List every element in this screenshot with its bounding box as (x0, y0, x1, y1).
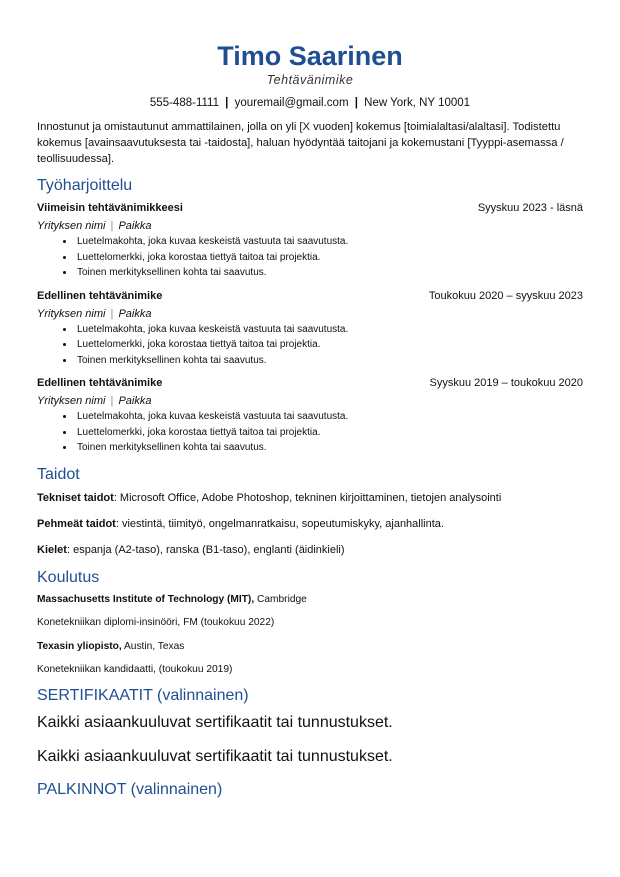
skill-label: Pehmeät taidot (37, 517, 116, 530)
person-name: Timo Saarinen (217, 41, 403, 71)
company-separator: | (110, 395, 114, 407)
education-degree: Konetekniikan diplomi-insinööri, FM (toukokuu 2022) (37, 616, 275, 628)
certificate-line: Kaikki asiaankuuluvat sertifikaatit tai tunnustukset. (37, 713, 393, 731)
phone: 555-488-1111 (149, 97, 219, 109)
company-line (37, 218, 583, 234)
job-entry-title: Edellinen tehtävänimike (37, 377, 163, 389)
education-heading: Koulutus (37, 568, 100, 586)
skill-label: Kielet (37, 543, 67, 556)
job-entry (37, 376, 583, 456)
job-entry (37, 289, 583, 369)
list-item: • Luettelomerkki, joka korostaa tiettyä taitoa tai projektia. (75, 425, 583, 441)
skills-heading: Taidot (37, 465, 80, 483)
skill-value: : Microsoft Office, Adobe Photoshop, tekninen kirjoittaminen, tietojen analysointi (113, 491, 502, 504)
awards-heading: PALKINNOT (valinnainen) (37, 780, 223, 798)
skill-line (37, 491, 583, 505)
contact-line (37, 97, 583, 109)
company-separator: | (110, 220, 114, 232)
job-title: Tehtävänimike (266, 73, 354, 87)
company-place: Paikka (118, 395, 152, 407)
company-line (37, 393, 583, 409)
list-item: • Luettelomerkki, joka korostaa tiettyä taitoa tai projektia. (75, 250, 583, 266)
company-name: Yrityksen nimi (37, 220, 106, 232)
list-item: • Toinen merkityksellinen kohta tai saavutus. (75, 265, 583, 281)
job-bullets (37, 409, 583, 456)
job-entry-dates: Toukokuu 2020 – syyskuu 2023 (428, 289, 583, 302)
job-entry-title: Viimeisin tehtävänimikkeesi (37, 202, 183, 214)
job-entry-dates: Syyskuu 2023 - läsnä (477, 202, 583, 214)
skill-line (37, 543, 583, 557)
certificates-heading: SERTIFIKAATIT (valinnainen) (37, 686, 249, 704)
school-name: Texasin yliopisto, (37, 640, 122, 652)
list-item: • Luettelomerkki, joka korostaa tiettyä taitoa tai projektia. (75, 337, 583, 353)
job-bullets (37, 322, 583, 369)
experience-heading: Työharjoittelu (37, 177, 133, 194)
job-entry (37, 201, 583, 281)
skill-value: : espanja (A2-taso), ranska (B1-taso), englanti (äidinkieli) (66, 543, 345, 556)
education-school (37, 593, 583, 607)
list-item: • Luetelmakohta, joka kuvaa keskeistä vastuuta tai saavutusta. (75, 409, 583, 425)
education-degree: Konetekniikan kandidaatti, (toukokuu 2019) (37, 663, 233, 675)
company-place: Paikka (118, 307, 152, 320)
location: New York, NY 10001 (364, 97, 471, 109)
certificate-line: Kaikki asiaankuuluvat sertifikaatit tai tunnustukset. (37, 747, 393, 765)
skill-value: : viestintä, tiimityö, ongelmanratkaisu, sopeutumiskyky, ajanhallinta. (115, 517, 444, 530)
school-name: Massachusetts Institute of Technology (MIT), (37, 593, 255, 605)
skill-label: Tekniset taidot (37, 491, 114, 504)
education-school (37, 640, 583, 654)
job-entry-title: Edellinen tehtävänimike (37, 289, 163, 302)
list-item: • Luetelmakohta, joka kuvaa keskeistä vastuuta tai saavutusta. (75, 322, 583, 338)
skill-line (37, 517, 583, 531)
summary-paragraph: Innostunut ja omistautunut ammattilainen, jolla on yli [X vuoden] kokemus [toimialaltasi/alaltasi]. Todistettu kokemus [avainsaavutuksesta tai -taidosta], haluan hyödyntää taitojani ja kokemustani [Tyyppi-asemassa / teollisuudessa]. (37, 121, 564, 165)
contact-separator: | (225, 97, 229, 109)
job-entry-dates: Syyskuu 2019 – toukokuu 2020 (429, 377, 583, 389)
list-item: • Luetelmakohta, joka kuvaa keskeistä vastuuta tai saavutusta. (75, 234, 583, 250)
company-place: Paikka (118, 220, 152, 232)
list-item: • Toinen merkityksellinen kohta tai saavutus. (75, 353, 583, 369)
school-location: Cambridge (254, 593, 307, 605)
company-name: Yrityksen nimi (37, 307, 106, 320)
job-bullets (37, 234, 583, 281)
school-location: Austin, Texas (121, 640, 185, 652)
company-separator: | (110, 307, 114, 320)
email: youremail@gmail.com (234, 97, 349, 109)
company-line (37, 306, 583, 322)
company-name: Yrityksen nimi (37, 395, 106, 407)
list-item: • Toinen merkityksellinen kohta tai saavutus. (75, 440, 583, 456)
contact-separator: | (354, 97, 358, 109)
